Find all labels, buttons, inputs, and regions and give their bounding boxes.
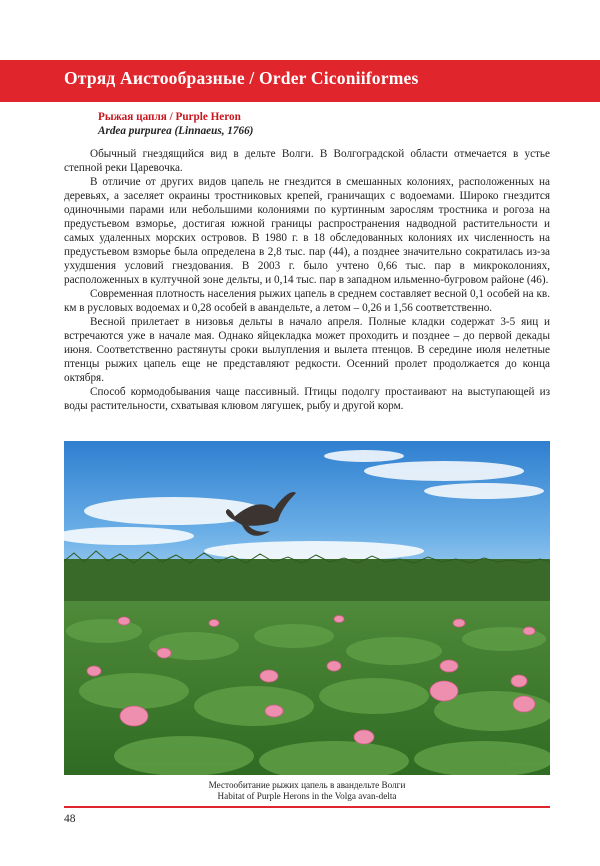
paragraph: Обычный гнездящийся вид в дельте Волги. В Волгоградской области отмечается в устье степной реки Царевочка.: [64, 148, 550, 174]
footer-rule: [64, 806, 550, 808]
paragraph: В отличие от других видов цапель не гнездится в смешанных колониях, расположенных на деревьях, а заселяет окраины тростниковых крепей, граничащих с водоемами. Широко гнездится одиночными парами или небольшими колониями по куртинным зарослям тростника и рогоза на предустьевом взморье, достигая южной границы распространения надводной растительности и самых удаленных морских островов. В 1980 г. в 18 обследованных колониях их численность на предустьевом взморье была определена в 2,8 тыс. пар (44), а позднее значительно сократилась из-за ухудшения условий гнездования. В 2003 г. было учтено 0,66 тыс. пар в микроколониях, расположенных в култучной зоне дельты, и 0,14 тыс. пар в западном ильменно-бугровом районе (46).: [64, 176, 550, 286]
paragraph: Весной прилетает в низовья дельты в начало апреля. Полные кладки содержат 3-5 яиц и встречаются уже в начале мая. Однако яйцекладка может проходить и позднее – до первой декады июня. Соответственно растянуты сроки вылупления и вылета птенцов. В середине июля нелетные птенцы рыжих цапель еще не представляют редкости. Осенний пролет продолжается до конца октября.: [64, 316, 550, 384]
photo-caption: [64, 780, 550, 802]
article-body: [64, 147, 550, 413]
caption-russian: Местообитание рыжих цапель в авандельте Волги: [208, 780, 406, 790]
paragraph: Современная плотность населения рыжих цапель в среднем составляет весной 0,1 особей на кв. км в русловых водоемах и 0,28 особей в авандельте, а летом – 0,26 и 1,56 соответственно.: [64, 288, 550, 314]
paragraph: Способ кормодобывания чаще пассивный. Птицы подолгу простаивают на выступающей из воды растительности, схватывая клювом лягушек, рыбу и другой корм.: [64, 386, 550, 412]
caption-english: Habitat of Purple Herons in the Volga avan-delta: [217, 791, 397, 801]
habitat-photo: [64, 441, 550, 775]
chapter-title: Отряд Аистообразные / Order Ciconiiformes: [64, 68, 419, 88]
chapter-header-band: [0, 60, 600, 102]
page-number: 48: [64, 813, 76, 825]
species-title: Рыжая цапля / Purple Heron: [98, 111, 241, 123]
species-latin-name: Ardea purpurea (Linnaeus, 1766): [98, 125, 254, 137]
